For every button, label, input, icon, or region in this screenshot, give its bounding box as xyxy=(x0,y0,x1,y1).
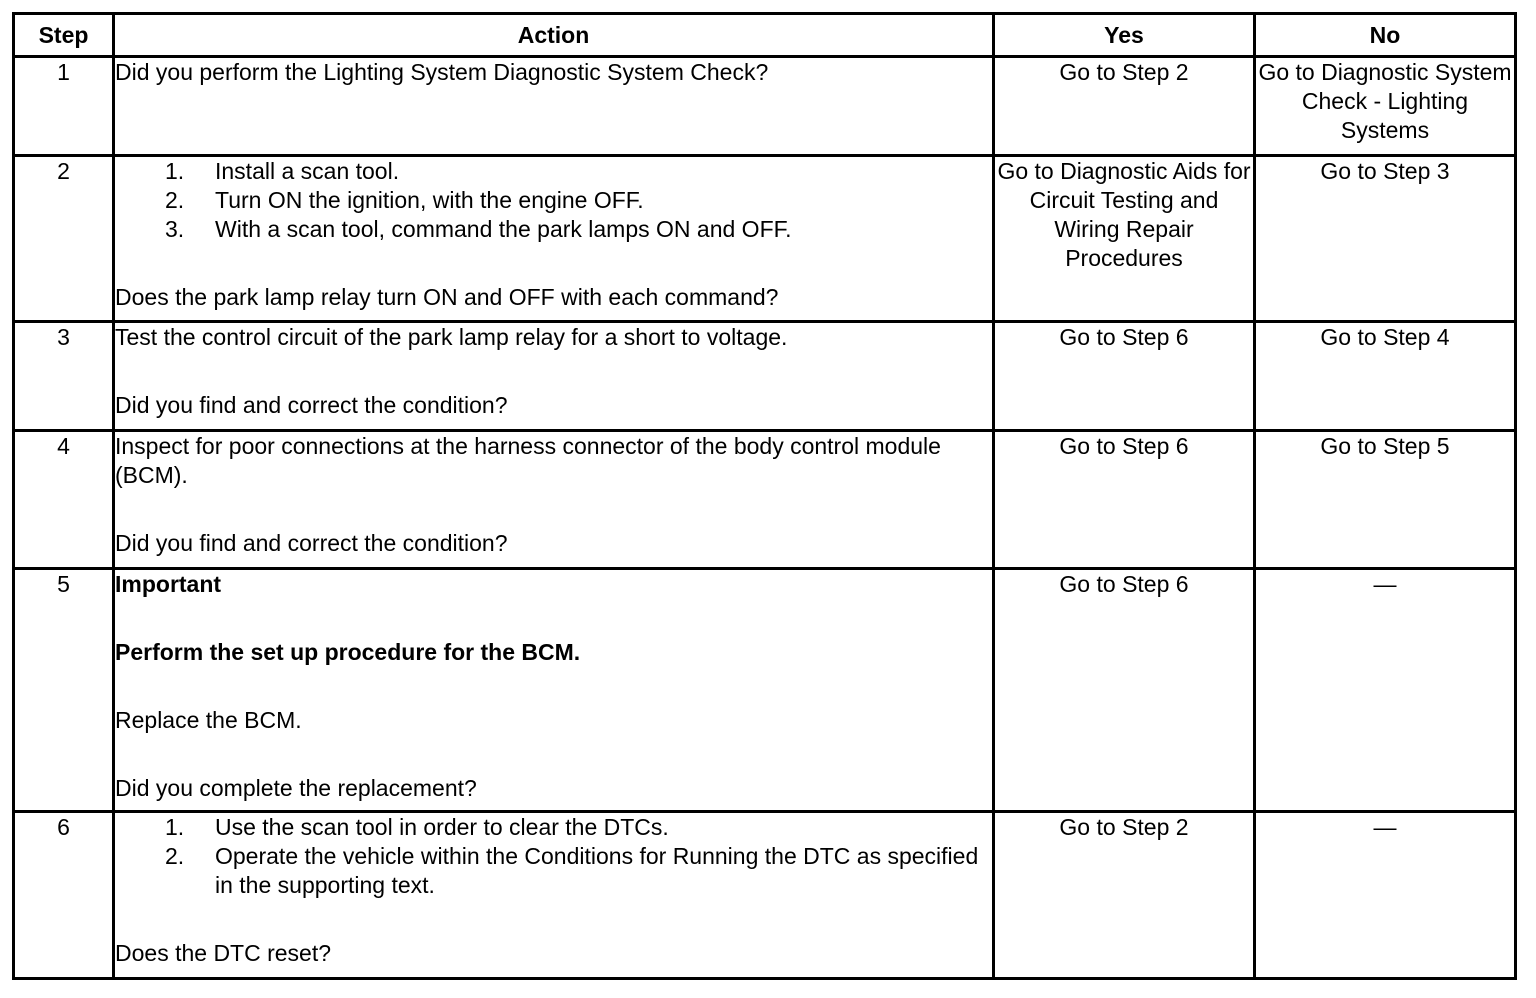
step-number: 2 xyxy=(14,156,114,322)
action-cell xyxy=(114,322,994,431)
no-cell: Go to Diagnostic System Check - Lighting Systems xyxy=(1255,57,1516,156)
table-row xyxy=(14,57,1516,156)
no-cell: — xyxy=(1255,812,1516,979)
no-cell: Go to Step 3 xyxy=(1255,156,1516,322)
question-text: Did you find and correct the condition? xyxy=(115,530,508,556)
question-text: Did you perform the Lighting System Diagnostic System Check? xyxy=(115,59,769,85)
table-row xyxy=(14,812,1516,979)
procedure-list xyxy=(115,157,992,244)
header-row xyxy=(14,14,1516,57)
question-text: Did you complete the replacement? xyxy=(115,775,477,801)
list-item: 2. Operate the vehicle within the Conditions for Running the DTC as specified in the supporting text. xyxy=(165,843,979,898)
question-text: Does the park lamp relay turn ON and OFF with each command? xyxy=(115,284,779,310)
action-cell xyxy=(114,569,994,812)
step-number: 3 xyxy=(14,322,114,431)
table-row xyxy=(14,322,1516,431)
step-number: 4 xyxy=(14,431,114,569)
header-step: Step xyxy=(14,14,114,57)
header-yes: Yes xyxy=(994,14,1255,57)
instruction-text: Inspect for poor connections at the harness connector of the body control module (BCM). xyxy=(115,433,941,488)
action-cell xyxy=(114,431,994,569)
yes-cell: Go to Step 2 xyxy=(994,57,1255,156)
procedure-list xyxy=(115,813,992,900)
table-row xyxy=(14,431,1516,569)
step-number: 5 xyxy=(14,569,114,812)
diagnostic-table xyxy=(12,12,1517,980)
list-item: 2. Turn ON the ignition, with the engine OFF. xyxy=(165,187,644,213)
yes-cell: Go to Step 6 xyxy=(994,322,1255,431)
instruction-text: Replace the BCM. xyxy=(115,707,302,733)
list-item: 1. Use the scan tool in order to clear the DTCs. xyxy=(165,814,669,840)
yes-cell: Go to Diagnostic Aids for Circuit Testing and Wiring Repair Procedures xyxy=(994,156,1255,322)
important-note: Perform the set up procedure for the BCM. xyxy=(115,639,581,665)
question-text: Does the DTC reset? xyxy=(115,940,332,966)
header-action: Action xyxy=(114,14,994,57)
yes-cell: Go to Step 2 xyxy=(994,812,1255,979)
step-number: 6 xyxy=(14,812,114,979)
header-no: No xyxy=(1255,14,1516,57)
no-cell: Go to Step 4 xyxy=(1255,322,1516,431)
no-cell: — xyxy=(1255,569,1516,812)
yes-cell: Go to Step 6 xyxy=(994,431,1255,569)
action-cell xyxy=(114,57,994,156)
table-row xyxy=(14,569,1516,812)
instruction-text: Test the control circuit of the park lamp relay for a short to voltage. xyxy=(115,324,788,350)
no-cell: Go to Step 5 xyxy=(1255,431,1516,569)
yes-cell: Go to Step 6 xyxy=(994,569,1255,812)
action-cell xyxy=(114,156,994,322)
question-text: Did you find and correct the condition? xyxy=(115,392,508,418)
list-item: 1. Install a scan tool. xyxy=(165,158,400,184)
action-cell xyxy=(114,812,994,979)
important-heading: Important xyxy=(115,571,222,597)
step-number: 1 xyxy=(14,57,114,156)
list-item: 3. With a scan tool, command the park lamps ON and OFF. xyxy=(165,216,792,242)
table-row xyxy=(14,156,1516,322)
